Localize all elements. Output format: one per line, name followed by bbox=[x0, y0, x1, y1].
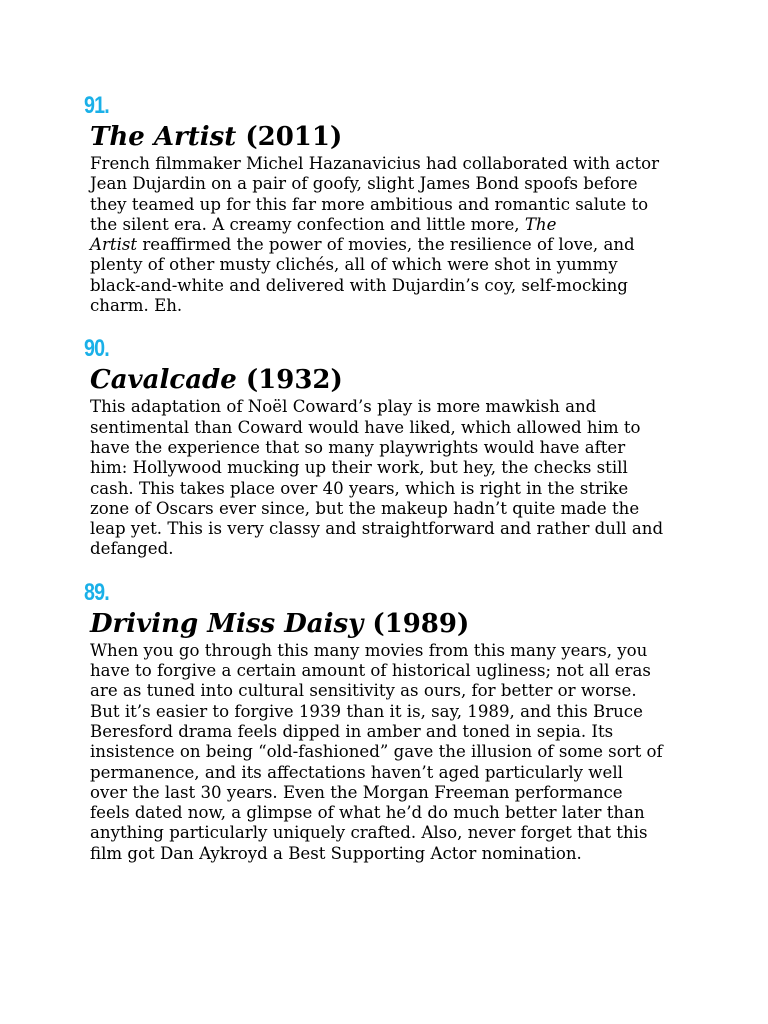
description-line: him: Hollywood mucking up their work, but hey, the checks still bbox=[90, 458, 628, 478]
description-line: When you go through this many movies from this many years, you bbox=[90, 640, 648, 660]
description-line: French filmmaker Michel Hazanavicius had collaborated with actor bbox=[90, 154, 660, 173]
description-line: defanged. bbox=[90, 539, 174, 559]
description-line: have to forgive a certain amount of historical ugliness; not all eras bbox=[90, 661, 651, 681]
description-line: Beresford drama feels dipped in amber and toned in sepia. Its bbox=[90, 721, 614, 741]
description-line: Jean Dujardin on a pair of goofy, slight James Bond spoofs before bbox=[90, 174, 638, 194]
movie-description bbox=[90, 641, 682, 864]
description-line: film got Dan Aykroyd a Best Supporting Actor nomination. bbox=[90, 843, 582, 863]
movie-year: (1989) bbox=[372, 608, 470, 639]
movie-description bbox=[90, 397, 682, 559]
entry-the-artist bbox=[84, 92, 682, 316]
movie-title bbox=[90, 363, 682, 397]
movie-name: Driving Miss Daisy bbox=[90, 608, 364, 639]
movie-year: (1932) bbox=[245, 365, 343, 396]
description-line: anything particularly uniquely crafted. Also, never forget that this bbox=[90, 823, 648, 843]
italic-title: Artist bbox=[90, 235, 138, 255]
description-line: But it’s easier to forgive 1939 than it is, say, 1989, and this Bruce bbox=[90, 701, 643, 721]
description-line: This adaptation of Noël Coward’s play is more mawkish and bbox=[90, 397, 597, 417]
italic-title: The bbox=[524, 214, 557, 234]
description-line: leap yet. This is very classy and straightforward and rather dull and bbox=[90, 519, 664, 539]
rank-number: 90. bbox=[84, 335, 109, 363]
description-line: insistence on being “old-fashioned” gave the illusion of some sort of bbox=[90, 742, 663, 762]
description-line: are as tuned into cultural sensitivity as ours, for better or worse. bbox=[90, 681, 637, 701]
description-text: reaffirmed the power of movies, the resilience of love, and bbox=[137, 235, 635, 255]
movie-description bbox=[90, 154, 682, 316]
description-line: permanence, and its affectations haven’t aged particularly well bbox=[90, 762, 623, 782]
description-line: plenty of other musty clichés, all of which were shot in yummy bbox=[90, 255, 618, 275]
description-line bbox=[90, 235, 682, 255]
movie-title bbox=[90, 607, 682, 641]
movie-year: (2011) bbox=[245, 122, 343, 152]
rank-number: 89. bbox=[84, 578, 109, 606]
description-line: black-and-white and delivered with Dujardin’s coy, self-mocking bbox=[90, 275, 628, 295]
article-page bbox=[84, 92, 682, 864]
movie-title bbox=[90, 120, 682, 154]
description-line: sentimental than Coward would have liked, which allowed him to bbox=[90, 417, 641, 437]
description-text: the silent era. A creamy confection and little more, bbox=[90, 214, 525, 234]
description-line bbox=[90, 215, 682, 235]
rank-number: 91. bbox=[84, 92, 109, 119]
description-line: over the last 30 years. Even the Morgan Freeman performance bbox=[90, 782, 623, 802]
description-line: cash. This takes place over 40 years, which is right in the strike bbox=[90, 478, 629, 498]
movie-name: The Artist bbox=[90, 122, 237, 152]
description-line: feels dated now, a glimpse of what he’d do much better later than bbox=[90, 803, 645, 823]
description-line: have the experience that so many playwrights would have after bbox=[90, 437, 626, 457]
entry-cavalcade bbox=[84, 335, 682, 559]
movie-name: Cavalcade bbox=[90, 365, 237, 396]
entry-driving-miss-daisy bbox=[84, 578, 682, 864]
description-line: zone of Oscars ever since, but the makeup hadn’t quite made the bbox=[90, 498, 640, 518]
description-line: charm. Eh. bbox=[90, 296, 183, 316]
description-line: they teamed up for this far more ambitious and romantic salute to bbox=[90, 194, 649, 214]
